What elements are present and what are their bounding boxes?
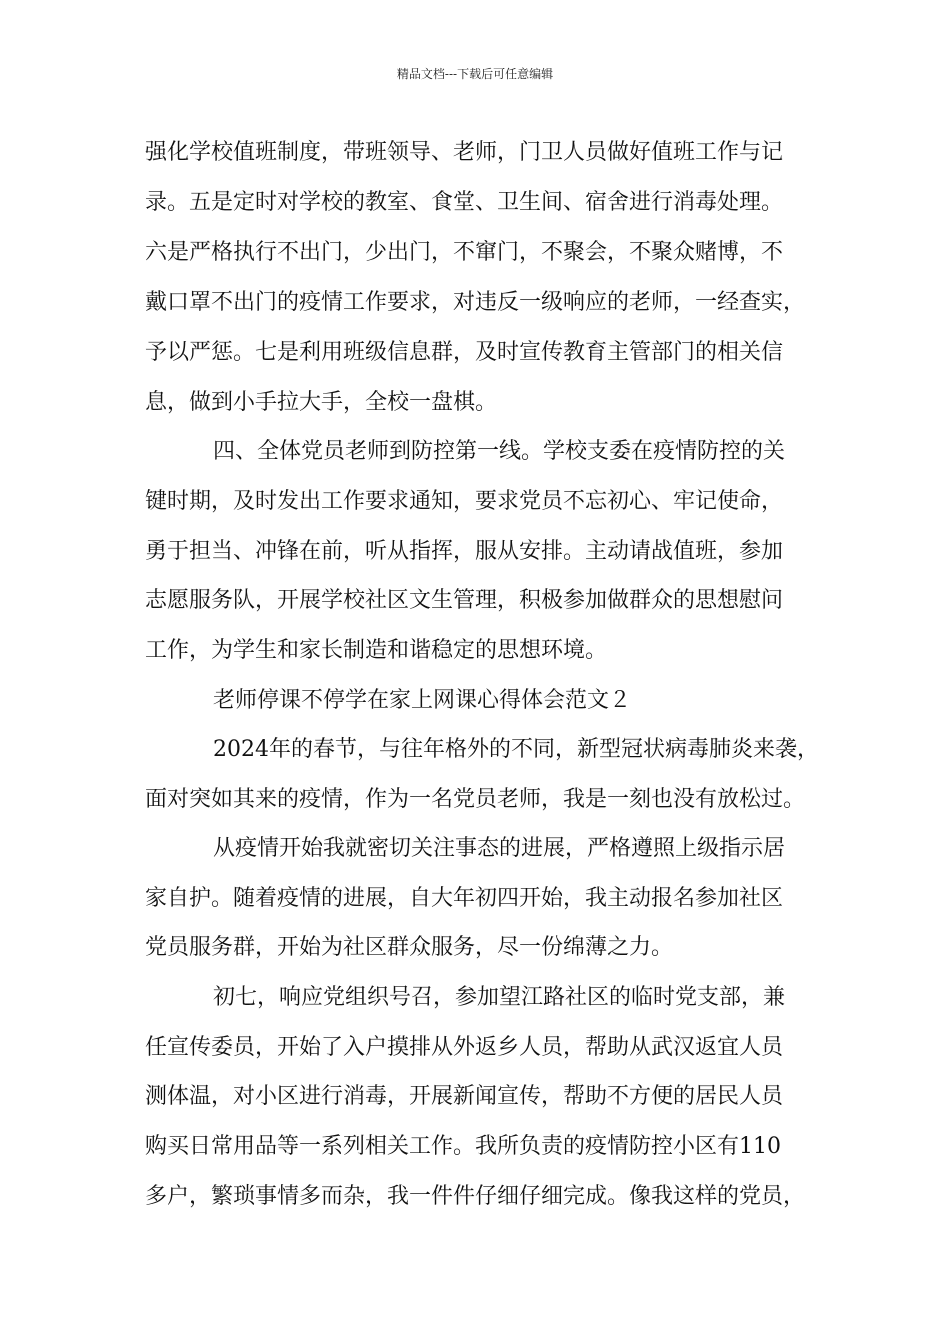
paragraph-start-line: 从疫情开始我就密切关注事态的进展，严格遵照上级指示居 (213, 836, 786, 861)
text-line-2: 录。五是定时对学校的教室、食堂、卫生间、宿舍进行消毒处理。 (145, 190, 784, 215)
section-heading: 老师停课不停学在家上网课心得体会范文２ (213, 688, 632, 713)
text-line-19: 任宣传委员，开始了入户摸排从外返乡人员，帮助从武汉返宜人员 (145, 1035, 784, 1060)
text-line-14: 面对突如其来的疫情，作为一名党员老师，我是一刻也没有放松过。 (145, 787, 806, 812)
text-line-11: 工作，为学生和家长制造和谐稳定的思想环境。 (145, 638, 608, 663)
text-line-9: 勇于担当、冲锋在前，听从指挥，服从安排。主动请战值班，参加 (145, 539, 784, 564)
paragraph-start-line: 四、全体党员老师到防控第一线。学校支委在疫情防控的关 (213, 439, 786, 464)
text-line-5: 予以严惩。七是利用班级信息群，及时宣传教育主管部门的相关信 (145, 340, 784, 365)
text-line-16: 家自护。随着疫情的进展，自大年初四开始，我主动报名参加社区 (145, 886, 784, 911)
paragraph-start-line: 初七，响应党组织号召，参加望江路社区的临时党支部，兼 (213, 985, 786, 1010)
text-line-21: 购买日常用品等一系列相关工作。我所负责的疫情防控小区有110 (145, 1134, 781, 1159)
text-line-17: 党员服务群，开始为社区群众服务，尽一份绵薄之力。 (145, 935, 674, 960)
text-line-8: 键时期，及时发出工作要求通知，要求党员不忘初心、牢记使命， (145, 489, 784, 514)
text-line-3: 六是严格执行不出门，少出门，不窜门，不聚会，不聚众赌博，不 (145, 240, 784, 265)
text-line-22: 多户，繁琐事情多而杂，我一件件仔细仔细完成。像我这样的党员， (145, 1184, 806, 1209)
text-line-4: 戴口罩不出门的疫情工作要求，对违反一级响应的老师，一经查实， (145, 290, 806, 315)
text-line-1: 强化学校值班制度，带班领导、老师，门卫人员做好值班工作与记 (145, 140, 784, 165)
text-line-6: 息，做到小手拉大手，全校一盘棋。 (145, 390, 498, 415)
page-header: 精品文档---下载后可任意编辑 (396, 67, 554, 81)
paragraph-start-line: 2024年的春节，与往年格外的不同，新型冠状病毒肺炎来袭， (213, 737, 819, 762)
text-line-10: 志愿服务队，开展学校社区文生管理，积极参加做群众的思想慰问 (145, 588, 784, 613)
text-line-20: 测体温，对小区进行消毒，开展新闻宣传，帮助不方便的居民人员 (145, 1084, 784, 1109)
